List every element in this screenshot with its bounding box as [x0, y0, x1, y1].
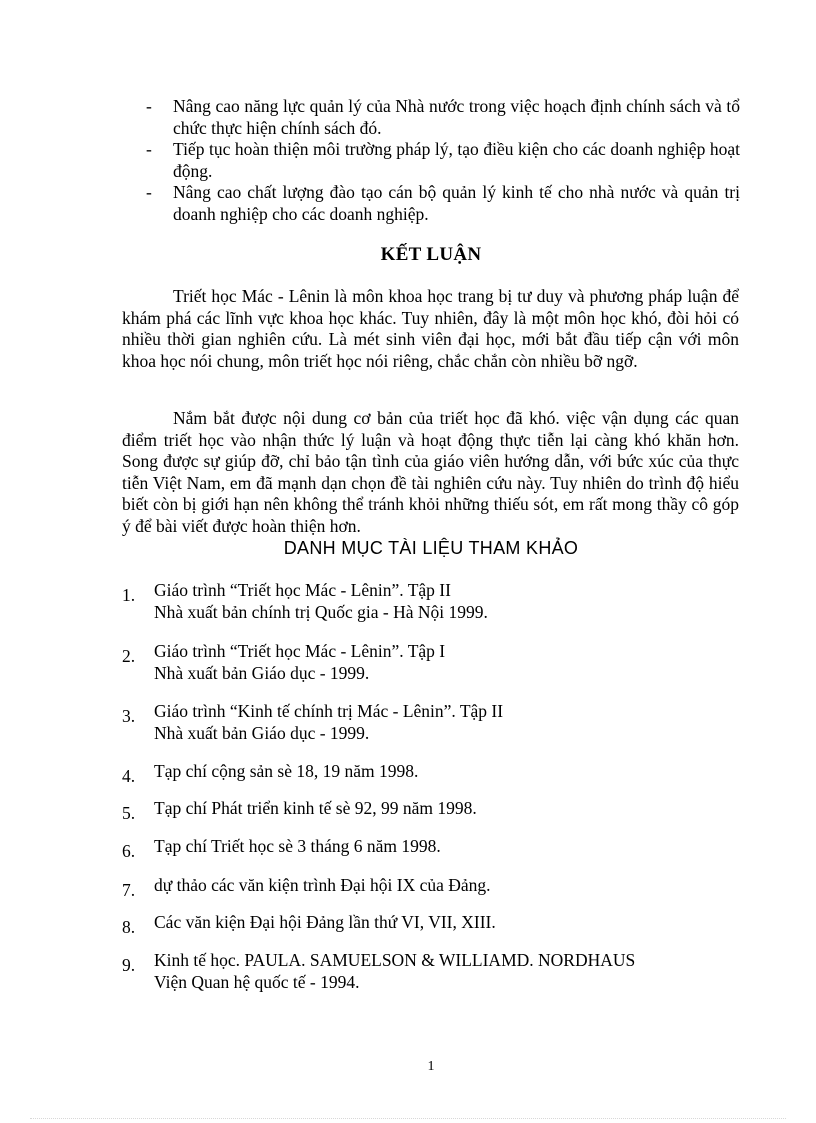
bullet-item: [146, 139, 740, 182]
reference-line: Kinh tế học. PAULA. SAMUELSON & WILLIAMD. NORDHAUS: [154, 950, 636, 970]
reference-number: 8.: [122, 917, 136, 937]
reference-line: Nhà xuất bản Giáo dục - 1999.: [154, 662, 370, 683]
reference-line: Nhà xuất bản chính trị Quốc gia - Hà Nội 1999.: [154, 601, 488, 622]
reference-number: 7.: [122, 880, 136, 900]
bullet-list: [146, 96, 740, 225]
bullet-item: [146, 96, 740, 139]
bullet-marker: -: [146, 182, 152, 202]
reference-line: Tạp chí Triết học sè 3 tháng 6 năm 1998.: [154, 836, 441, 856]
reference-line: Viện Quan hệ quốc tế - 1994.: [154, 971, 360, 992]
footer-divider: [30, 1118, 786, 1119]
reference-number: 1.: [122, 585, 136, 605]
reference-line: Giáo trình “Triết học Mác - Lênin”. Tập I: [154, 641, 446, 661]
reference-line: Các văn kiện Đại hội Đảng lần thứ VI, VII, XIII.: [154, 912, 496, 932]
reference-line: Giáo trình “Triết học Mác - Lênin”. Tập II: [154, 580, 451, 600]
bullet-text: Nâng cao năng lực quản lý của Nhà nước trong việc hoạch định chính sách và tổ chức thực hiện chính sách đó.: [173, 96, 740, 138]
bullet-text: Tiếp tục hoàn thiện môi trường pháp lý, tạo điều kiện cho các doanh nghiệp hoạt động.: [173, 139, 740, 181]
bullet-marker: -: [146, 96, 152, 116]
bullet-marker: -: [146, 139, 152, 159]
reference-number: 3.: [122, 706, 136, 726]
reference-line: Tạp chí Phát triển kinh tế sè 92, 99 năm 1998.: [154, 798, 477, 818]
references-heading: DANH MỤC TÀI LIỆU THAM KHẢO: [283, 538, 579, 558]
reference-line: Nhà xuất bản Giáo dục - 1999.: [154, 722, 370, 743]
reference-number: 4.: [122, 766, 136, 786]
bullet-text: Nâng cao chất lượng đào tạo cán bộ quản lý kinh tế cho nhà nước và quản trị doanh nghiệp cho các doanh nghiệp.: [173, 182, 740, 224]
reference-line: Tạp chí cộng sản sè 18, 19 năm 1998.: [154, 761, 419, 781]
reference-number: 6.: [122, 841, 136, 861]
conclusion-heading: KẾT LUẬN: [380, 244, 482, 265]
reference-number: 9.: [122, 955, 136, 975]
conclusion-paragraph: Nắm bắt được nội dung cơ bản của triết học đã khó. việc vận dụng các quan điểm triết học vào nhận thức lý luận và hoạt động thực tiễn lại càng khó khăn hơn. Song được sự giúp đỡ, chỉ bảo tận tình của giáo viên hướng dẫn, với bức xúc của thực tiễn Việt Nam, em đã mạnh dạn chọn đề tài nghiên cứu này. Tuy nhiên do trình độ hiểu biết còn bị giới hạn nên không thể tránh khỏi những thiếu sót, em rất mong thầy cô góp ý để bài viết được hoàn thiện hơn.: [122, 408, 739, 536]
reference-number: 5.: [122, 803, 136, 823]
page-number: 1: [427, 1059, 435, 1074]
bullet-item: [146, 182, 740, 225]
reference-line: dự thảo các văn kiện trình Đại hội IX của Đảng.: [154, 875, 491, 895]
reference-line: Giáo trình “Kinh tế chính trị Mác - Lênin”. Tập II: [154, 701, 504, 721]
reference-number: 2.: [122, 646, 136, 666]
conclusion-paragraph: Triết học Mác - Lênin là môn khoa học trang bị tư duy và phương pháp luận để khám phá các lĩnh vực khoa học khác. Tuy nhiên, đây là một môn học khó, đòi hỏi có nhiều thời gian nghiên cứu. Là mét sinh viên đại học, mới bắt đầu tiếp cận với môn khoa học nói chung, môn triết học nói riêng, chắc chắn còn nhiều bỡ ngỡ.: [122, 286, 739, 371]
